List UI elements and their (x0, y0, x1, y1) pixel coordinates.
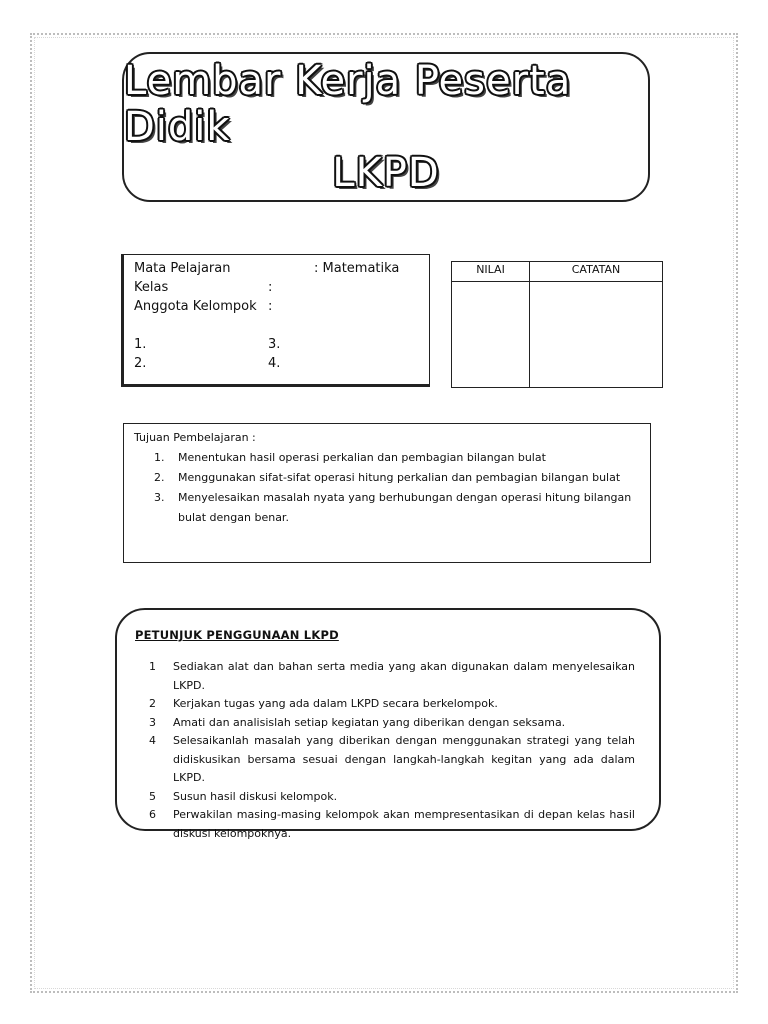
list-item (154, 468, 639, 488)
learning-goals-list (154, 448, 639, 528)
goal-text: Menentukan hasil operasi perkalian dan pembagian bilangan bulat (178, 451, 546, 464)
subject-label: Mata Pelajaran (134, 261, 231, 276)
subject-value: : Matematika (314, 261, 400, 276)
step-text: Kerjakan tugas yang ada dalam LKPD secara berkelompok. (173, 697, 498, 710)
step-text: Sediakan alat dan bahan serta media yang akan digunakan dalam menyelesaikan LKPD. (173, 660, 635, 692)
step-text: Amati dan analisislah setiap kegiatan yang diberikan dengan seksama. (173, 715, 566, 729)
list-item (147, 788, 635, 807)
members-label: Anggota Kelompok (134, 299, 257, 314)
instructions-title: PETUNJUK PENGGUNAAN LKPD (135, 628, 339, 642)
member-2: 2. (134, 356, 147, 371)
class-label: Kelas (134, 280, 169, 295)
title-line-2: LKPD (332, 150, 440, 196)
score-header-nilai: NILAI (476, 263, 505, 276)
step-number: 2 (149, 697, 156, 710)
title-line-1: Lembar Kerja Peserta Didik (124, 58, 572, 150)
step-number: 6 (149, 808, 156, 821)
score-header-catatan: CATATAN (571, 263, 621, 276)
learning-goals-title: Tujuan Pembelajaran : (134, 431, 256, 444)
list-item (154, 448, 639, 468)
goal-text: Menggunakan sifat-sifat operasi hitung perkalian dan pembagian bilangan bulat (178, 471, 621, 484)
member-3: 3. (268, 337, 281, 352)
list-item (147, 695, 635, 714)
step-number: 5 (149, 789, 156, 803)
step-text: Perwakilan masing-masing kelompok akan mempresentasikan di depan kelas hasil diskusi kelompoknya. (173, 808, 635, 840)
goal-number: 2. (154, 471, 165, 484)
step-number: 3 (149, 715, 156, 729)
step-text: Susun hasil diskusi kelompok. (173, 789, 338, 803)
learning-goals-box (123, 423, 651, 563)
instructions-list (147, 658, 635, 843)
list-item (154, 488, 639, 528)
members-colon: : (268, 299, 273, 314)
goal-number: 3. (154, 491, 165, 504)
step-number: 1 (149, 660, 156, 673)
identity-box (121, 254, 430, 387)
goal-text: Menyelesaikan masalah nyata yang berhubungan dengan operasi hitung bilangan bulat dengan benar. (178, 491, 632, 524)
step-text: Selesaikanlah masalah yang diberikan dengan menggunakan strategi yang telah didiskusikan bersama sesuai dengan langkah-langkah kegitan yang ada dalam LKPD. (173, 734, 635, 784)
list-item (147, 658, 635, 695)
title-box (122, 52, 650, 202)
score-table-divider (529, 262, 530, 387)
list-item (147, 714, 635, 733)
list-item (147, 806, 635, 843)
member-1: 1. (134, 337, 147, 352)
instructions-box (115, 608, 661, 840)
goal-number: 1. (154, 451, 165, 464)
list-item (147, 732, 635, 788)
step-number: 4 (149, 734, 156, 747)
member-4: 4. (268, 356, 281, 371)
score-table (451, 261, 663, 388)
class-colon: : (268, 280, 273, 295)
